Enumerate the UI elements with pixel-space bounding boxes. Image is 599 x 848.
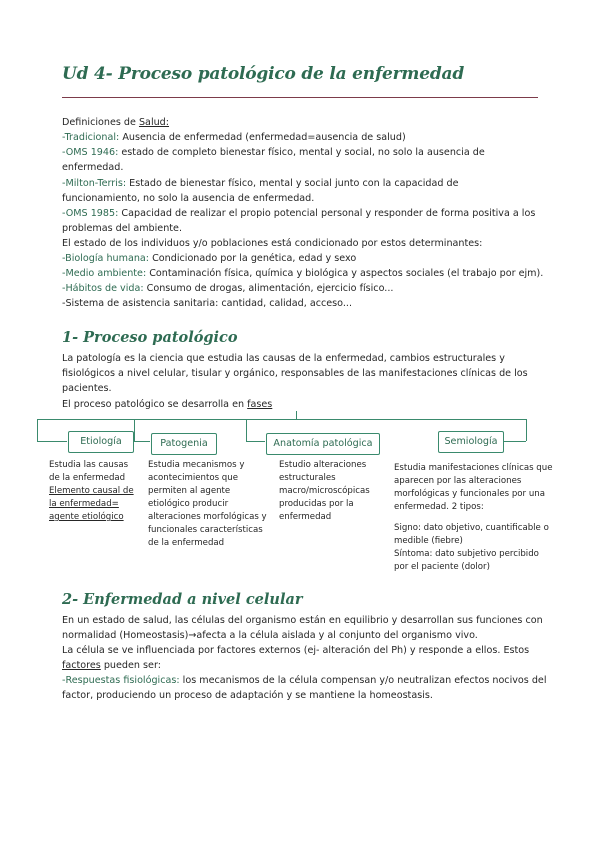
description-line: Estudia mecanismos y [148, 460, 245, 470]
description-line: agente etiológico [49, 512, 124, 522]
diagram-left-drop [37, 419, 38, 441]
section-heading: 1- Proceso patológico [62, 329, 238, 346]
determinant-text: Condicionado por la genética, edad y sexo [149, 253, 357, 264]
determinant-text: Consumo de drogas, alimentación, ejercicio físico... [143, 283, 394, 294]
description-line: Estudia manifestaciones clínicas que [394, 463, 553, 473]
diagram-stem [296, 411, 297, 419]
description-line: la enfermedad= [49, 499, 119, 509]
description-line: aparecen por las alteraciones [394, 476, 522, 486]
factors-line [62, 658, 161, 673]
diagram-left-hook [37, 441, 67, 442]
phase-box-patogenia: Patogenia [151, 433, 217, 455]
description-line: de la enfermedad [49, 473, 126, 483]
diagram-hook [246, 441, 265, 442]
section2-para-line: normalidad (Homeostasis)→afecta a la célula aislada y al conjunto del organismo vivo. [62, 630, 478, 641]
page-title: Ud 4- Proceso patológico de la enfermedad [62, 64, 465, 84]
definition-continuation: funcionamiento, no solo la ausencia de enfermedad. [62, 193, 315, 204]
description-line: Elemento causal de [49, 486, 134, 496]
section1-para-line: fisiológicos a nivel celular, tisular y orgánico, responsables de las manifestaciones clínicas de los [62, 368, 528, 379]
phases-prefix: El proceso patológico se desarrolla en [62, 399, 248, 410]
definition-continuation: enfermedad. [62, 162, 124, 173]
description-line: permiten al agente [148, 486, 231, 496]
description-line: enfermedad. 2 tipos: [394, 502, 484, 512]
determinant-key: -Medio ambiente: [62, 268, 147, 279]
description-line: medible (fiebre) [394, 536, 463, 546]
definition-text: estado de completo bienestar físico, mental y social, no solo la ausencia de [118, 147, 485, 158]
definition-item [62, 145, 485, 160]
response-key: -Respuestas fisiológicas: [62, 675, 180, 686]
definition-text: Estado de bienestar físico, mental y social junto con la capacidad de [126, 178, 459, 189]
determinant-item [62, 266, 543, 281]
system-line: -Sistema de asistencia sanitaria: cantidad, calidad, acceso... [62, 298, 353, 309]
definitions-heading-prefix: Definiciones de [62, 117, 139, 128]
section1-para-line: pacientes. [62, 383, 112, 394]
determinant-text: Contaminación física, química y biológica y aspectos sociales (el trabajo por ejm). [146, 268, 544, 279]
diagram-right-hook [502, 441, 526, 442]
determinant-key: -Hábitos de vida: [62, 283, 144, 294]
determinant-item [62, 281, 393, 296]
definition-text: Capacidad de realizar el propio potencial personal y responder de forma positiva a los [118, 208, 536, 219]
semiologia-types [394, 522, 549, 574]
definition-item [62, 206, 535, 221]
description-line: morfológicas y funcionales por una [394, 489, 545, 499]
section-heading: 2- Enfermedad a nivel celular [62, 591, 303, 608]
response-text: los mecanismos de la célula compensan y/o neutralizan efectos nocivos del [179, 675, 547, 686]
patogenia-description [148, 459, 267, 550]
description-line: Estudio alteraciones [279, 460, 367, 470]
factors-word: factores [62, 660, 101, 671]
response-item [62, 673, 547, 688]
diagram-hook [134, 441, 150, 442]
description-line: de la enfermedad [148, 538, 225, 548]
definition-item [62, 176, 459, 191]
response-continuation: factor, produciendo un proceso de adaptación y se mantiene la homeostasis. [62, 690, 433, 701]
factors-suffix: pueden ser: [100, 660, 161, 671]
diagram-drop [246, 419, 247, 441]
description-line: etiológico producir [148, 499, 229, 509]
determinant-key: -Biología humana: [62, 253, 150, 264]
title-divider [62, 97, 538, 98]
etiologia-description [49, 459, 134, 524]
description-line: Estudia las causas [49, 460, 129, 470]
definition-text: Ausencia de enfermedad (enfermedad=ausencia de salud) [119, 132, 406, 143]
definition-key: -Milton-Terris: [62, 178, 127, 189]
diagram-right-drop [526, 419, 527, 441]
description-line: estructurales [279, 473, 336, 483]
description-line: Signo: dato objetivo, cuantificable o [394, 523, 549, 533]
section1-para-line: La patología es la ciencia que estudia las causas de la enfermedad, cambios estructurales y [62, 353, 505, 364]
phases-line [62, 397, 272, 412]
phases-word: fases [247, 399, 273, 410]
description-line: Síntoma: dato subjetivo percibido [394, 549, 539, 559]
phase-box-etiologia: Etiología [68, 431, 134, 453]
definitions-heading-word: Salud: [138, 117, 170, 128]
anatomia-description [279, 459, 370, 524]
description-line: funcionales características [148, 525, 263, 535]
definitions-heading [62, 115, 169, 130]
definition-key: -OMS 1946: [62, 147, 119, 158]
definition-item [62, 130, 406, 145]
diagram-drop [134, 419, 135, 441]
phase-box-anatomia: Anatomía patológica [266, 433, 380, 455]
description-line: alteraciones morfológicas y [148, 512, 267, 522]
description-line: enfermedad [279, 512, 332, 522]
diagram-bus-line [37, 419, 526, 420]
phase-box-semiologia: Semiología [438, 431, 504, 453]
section2-para-line: La célula se ve influenciada por factores externos (ej- alteración del Ph) y responde a ellos. Estos [62, 645, 530, 656]
determinant-item [62, 251, 356, 266]
description-line: producidas por la [279, 499, 354, 509]
definition-key: -Tradicional: [62, 132, 120, 143]
description-line: por el paciente (dolor) [394, 562, 490, 572]
description-line: acontecimientos que [148, 473, 238, 483]
semiologia-description [394, 462, 553, 514]
description-line: macro/microscópicas [279, 486, 370, 496]
determinants-intro: El estado de los individuos y/o poblaciones está condicionado por estos determinantes: [62, 238, 483, 249]
definition-key: -OMS 1985: [62, 208, 119, 219]
definition-continuation: problemas del ambiente. [62, 223, 183, 234]
section2-para-line: En un estado de salud, las células del organismo están en equilibrio y desarrollan sus funciones con [62, 615, 543, 626]
